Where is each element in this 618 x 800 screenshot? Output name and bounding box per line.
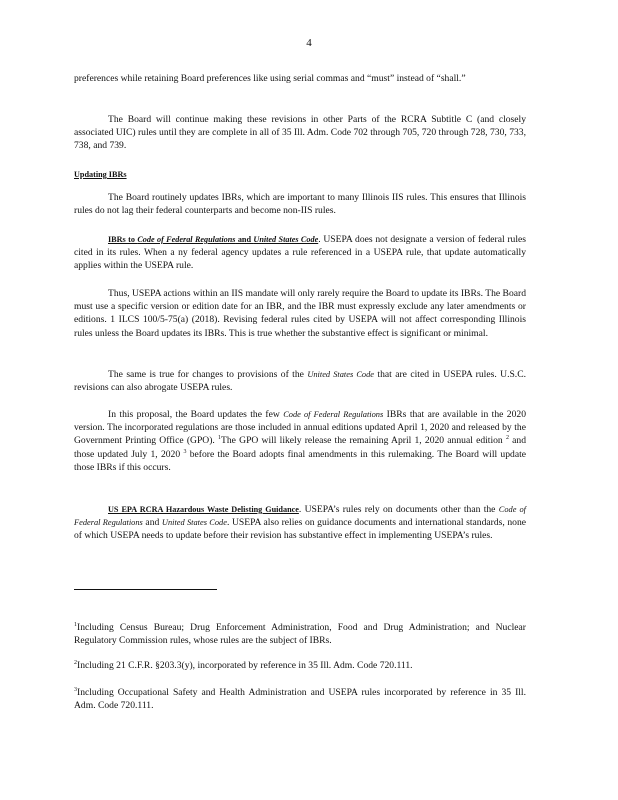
paragraph-text: IBRs to Code of Federal Regulations and United States Code. USEPA does not designate a version of federal rules cited in its rules. When a ny federal agency updates a rule referenced in a USEPA rule, that update automatically applies within the USEPA rule. xyxy=(74,234,526,272)
paragraph-usc-changes xyxy=(74,368,526,394)
paragraph-text: In this proposal, the Board updates the few Code of Federal Regulations IBRs that are available in the 2020 version. The incorporated regulations are those included in annual editions updated April 1, 2020 and released by the Government Printing Office (GPO). $^1$The GPO will likely release the remaining April 1, 2020 annual edition $^2$ and those updated July 1, 2020 $^3$ before the Board adopts final amendments in this rulemaking. The Board will update those IBRs if this occurs. xyxy=(74,409,527,473)
footnote-text: $^2$Including 21 C.F.R. §203.3(y), incorporated by reference in 35 Ill. Adm. Code 720.111. xyxy=(74,659,413,671)
heading-text: Updating IBRs xyxy=(74,170,127,179)
paragraph-preferences xyxy=(74,72,526,85)
paragraph-ibrs-cfr xyxy=(74,233,526,273)
section-heading-updating-ibrs xyxy=(74,168,526,181)
paragraph-text: US EPA RCRA Hazardous Waste Delisting Guidance. USEPA’s rules rely on documents other than the Code of Federal Regulations and United States Code. USEPA also relies on guidance documents and international standards, none of which USEPA needs to update before their revision has substantive effect in implementing USEPA’s rules. xyxy=(74,504,526,542)
paragraph-text: The same is true for changes to provisions of the United States Code that are cited in USEPA rules. U.S.C. revisions can also abrogate USEPA rules. xyxy=(74,369,526,394)
paragraph-usepa-actions xyxy=(74,287,526,340)
paragraph-text: preferences while retaining Board preferences like using serial commas and “must” instead of “shall.” xyxy=(74,73,466,84)
inline-heading: US EPA RCRA Hazardous Waste Delisting Guidance xyxy=(108,505,299,514)
footnote-text: $^1$Including Census Bureau; Drug Enforcement Administration, Food and Drug Administration; and Nuclear Regulatory Commission rules, whose rules are the subject of IBRs. xyxy=(74,621,526,647)
paragraph-text: The Board will continue making these revisions in other Parts of the RCRA Subtitle C (and closely associated UIC) rules until they are complete in all of 35 Ill. Adm. Code 702 through 705, 720 through 728, 730, 733, 738, and 739. xyxy=(74,114,526,152)
footnote-1 xyxy=(74,621,526,647)
paragraph-updates-ibrs xyxy=(74,191,526,217)
footnote-2 xyxy=(74,659,526,672)
paragraph-revisions xyxy=(74,113,526,153)
paragraph-proposal xyxy=(74,408,526,474)
footnote-text: $^3$Including Occupational Safety and Health Administration and USEPA rules incorporated by reference in 35 Ill. Adm. Code 720.111. xyxy=(74,686,526,712)
paragraph-text: The Board routinely updates IBRs, which are important to many Illinois IIS rules. This ensures that Illinois rules do not lag their federal counterparts and become non-IIS rules. xyxy=(74,192,526,217)
paragraph-text: Thus, USEPA actions within an IIS mandate will only rarely require the Board to update its IBRs. The Board must use a specific version or edition date for an IBR, and the IBR must expressly exclude any later amendments or editions. 1 ILCS 100/5-75(a) (2018). Revising federal rules cited by USEPA will not affect corresponding Illinois rules unless the Board updates its IBRs. This is true whether the substantive effect is significant or minimal. xyxy=(74,288,526,339)
inline-heading: IBRs to Code of Federal Regulations and United States Code xyxy=(108,235,319,244)
footnote-ref-3[interactable]: 3 xyxy=(183,448,187,455)
paragraph-delisting-guidance xyxy=(74,503,526,543)
footnote-ref-2[interactable]: 2 xyxy=(505,435,509,442)
footnote-3 xyxy=(74,686,526,712)
page-number: 4 xyxy=(306,37,312,49)
footnote-separator xyxy=(74,589,217,590)
footnote-ref-1[interactable]: 1 xyxy=(218,435,222,442)
